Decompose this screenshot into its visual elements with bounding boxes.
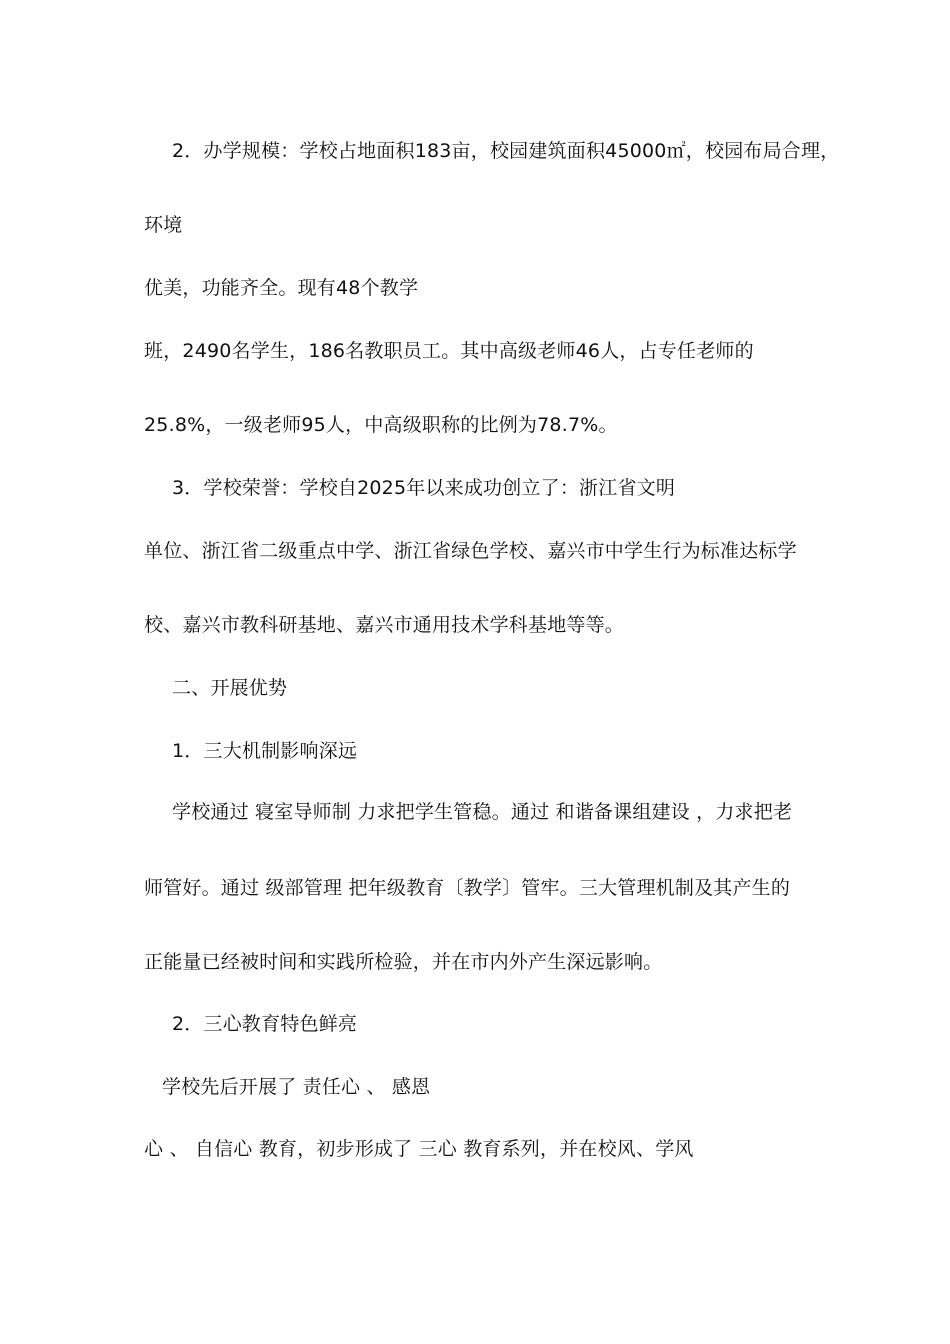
paragraph-line-3: 优美，功能齐全。现有48个教学 (144, 277, 419, 299)
paragraph-line-6: 3．学校荣誉：学校自2025年以来成功创立了：浙江省文明 (172, 477, 676, 499)
subsection-heading-2: 2．三心教育特色鲜亮 (172, 1013, 358, 1035)
paragraph-line-9: 学校通过 寝室导师制 力求把学生管稳。通过 和谐备课组建设 ，力求把老 (172, 801, 793, 823)
subsection-heading-1: 1．三大机制影响深远 (172, 740, 358, 762)
paragraph-line-13: 心 、 自信心 教育，初步形成了 三心 教育系列，并在校风、学风 (144, 1138, 694, 1160)
paragraph-line-1: 2．办学规模：学校占地面积183亩，校园建筑面积45000㎡，校园布局合理， (172, 140, 840, 162)
paragraph-line-11: 正能量已经被时间和实践所检验，并在市内外产生深远影响。 (144, 951, 663, 973)
paragraph-line-5: 25.8%，一级老师95人，中高级职称的比例为78.7%。 (144, 414, 618, 436)
paragraph-line-12: 学校先后开展了 责任心 、 感恩 (162, 1076, 431, 1098)
section-heading: 二、开展优势 (172, 677, 288, 699)
paragraph-line-2: 环境 (144, 214, 183, 236)
paragraph-line-7: 单位、浙江省二级重点中学、浙江省绿色学校、嘉兴市中学生行为标准达标学 (144, 540, 797, 562)
paragraph-line-8: 校、嘉兴市教科研基地、嘉兴市通用技术学科基地等等。 (144, 614, 625, 636)
paragraph-line-10: 师管好。通过 级部管理 把年级教育〔教学〕管牢。三大管理机制及其产生的 (144, 877, 791, 899)
paragraph-line-4: 班，2490名学生，186名教职员工。其中高级老师46人，占专任老师的 (144, 340, 754, 362)
